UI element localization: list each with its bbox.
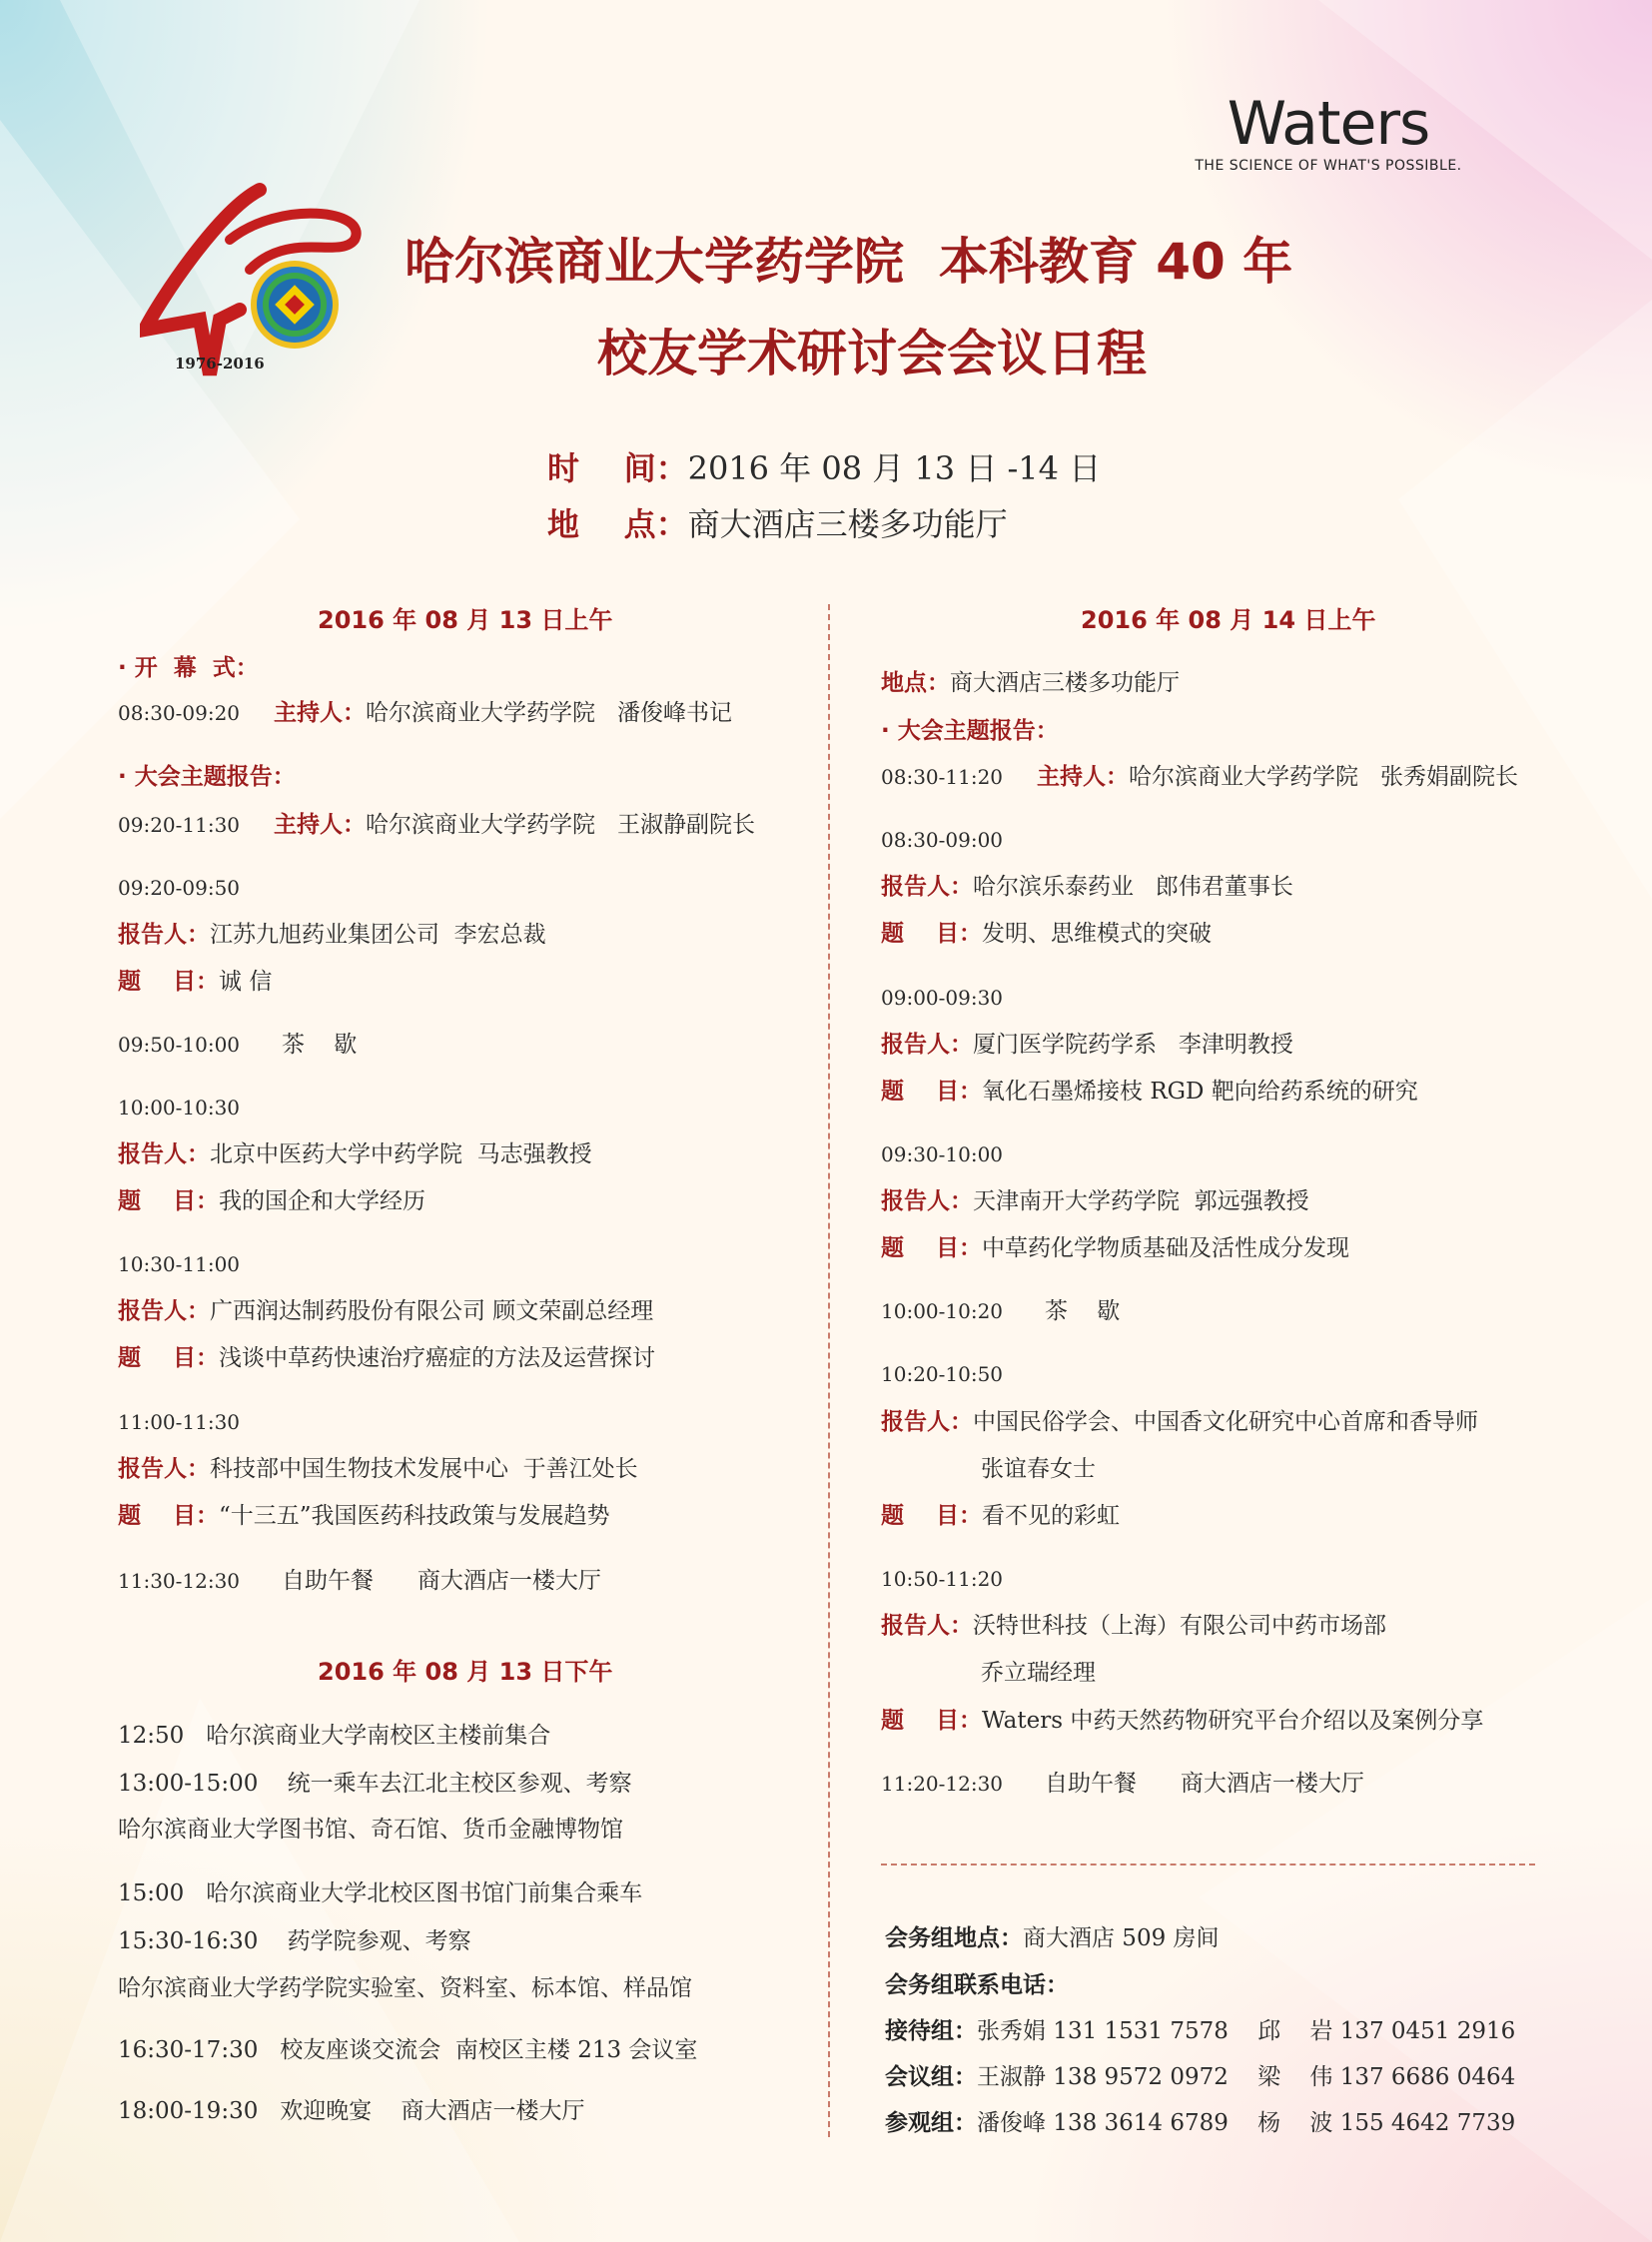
- place: 商大酒店三楼多功能厅: [950, 670, 1180, 696]
- slot-time: 09:00-09:30: [881, 986, 1004, 1010]
- speaker: 江苏九旭药业集团公司 李宏总裁: [210, 922, 546, 948]
- slot-time: 10:00-10:30: [118, 1096, 241, 1120]
- title-line-1: 哈尔滨商业大学药学院 本科教育 40 年: [405, 233, 1293, 291]
- pm-item: 哈尔滨商业大学图书馆、奇石馆、货币金融博物馆: [118, 1817, 623, 1843]
- slot-time: 09:30-10:00: [881, 1142, 1004, 1166]
- speaker-continued: 张谊春女士: [981, 1456, 1096, 1482]
- room-label: 会务组地点：: [885, 1925, 1023, 1951]
- group-label: 接待组：: [885, 2018, 977, 2044]
- opening-host-label: 主持人：: [274, 700, 367, 726]
- slot-time: 08:30-09:00: [881, 828, 1004, 852]
- pm-item: 哈尔滨商业大学药学院实验室、资料室、标本馆、样品馆: [118, 1975, 692, 2001]
- room: 商大酒店 509 房间: [1023, 1925, 1220, 1951]
- topic: 看不见的彩虹: [982, 1503, 1121, 1529]
- contact-divider: [881, 1864, 1535, 1866]
- day2-am-heading: 2016 年 08 月 14 日上午: [1081, 606, 1376, 634]
- topic-label: 题 目：: [118, 1345, 220, 1371]
- pm-item: 18:00-19:30 欢迎晚宴 商大酒店一楼大厅: [118, 2098, 585, 2124]
- event-info: [547, 443, 1101, 555]
- speaker: 厦门医学院药学系 李津明教授: [973, 1032, 1293, 1058]
- slot-time: 10:30-11:00: [118, 1252, 241, 1276]
- topic-label: 题 目：: [881, 1079, 983, 1105]
- tea-break: 茶 歇: [282, 1032, 358, 1058]
- pm-item: 12:50 哈尔滨商业大学南校区主楼前集合: [118, 1723, 551, 1749]
- topic: 诚 信: [219, 969, 273, 995]
- keynote-title: · 大会主题报告：: [881, 718, 1059, 744]
- place-label: 地点：: [881, 670, 950, 696]
- tea-break: 茶 歇: [1045, 1298, 1121, 1324]
- speaker-label: 报告人：: [118, 1298, 210, 1324]
- speaker: 哈尔滨乐泰药业 郎伟君董事长: [973, 874, 1293, 900]
- topic: “十三五”我国医药科技政策与发展趋势: [219, 1503, 610, 1529]
- topic-label: 题 目：: [881, 921, 983, 947]
- brand-tagline: THE SCIENCE OF WHAT'S POSSIBLE.: [1195, 158, 1462, 174]
- brand-name: Waters: [1227, 89, 1430, 159]
- speaker: 科技部中国生物技术发展中心 于善江处长: [210, 1456, 638, 1482]
- group-label: 参观组：: [885, 2110, 977, 2136]
- pm-item: 15:00 哈尔滨商业大学北校区图书馆门前集合乘车: [118, 1880, 643, 1906]
- slot-time: 09:20-09:50: [118, 876, 241, 900]
- speaker: 中国民俗学会、中国香文化研究中心首席和香导师: [973, 1409, 1478, 1435]
- speaker-label: 报告人：: [118, 1141, 210, 1167]
- topic-label: 题 目：: [118, 969, 220, 995]
- topic-label: 题 目：: [881, 1708, 983, 1734]
- speaker-label: 报告人：: [118, 922, 210, 948]
- slot-time: 11:00-11:30: [118, 1410, 241, 1434]
- brand-logo: [1184, 89, 1473, 174]
- keynote-time: 09:20-11:30: [118, 813, 241, 837]
- time-value: 2016 年 08 月 13 日 -14 日: [687, 449, 1102, 487]
- speaker-label: 报告人：: [881, 1613, 973, 1639]
- place-label: 地 点：: [547, 505, 688, 543]
- slot-time: 11:20-12:30: [881, 1772, 1004, 1796]
- keynote-host: 哈尔滨商业大学药学院 张秀娟副院长: [1129, 764, 1518, 790]
- pm-item: 13:00-15:00 统一乘车去江北主校区参观、考察: [118, 1771, 632, 1797]
- slot-time: 10:20-10:50: [881, 1362, 1004, 1386]
- topic: 发明、思维模式的突破: [982, 921, 1213, 947]
- speaker-continued: 乔立瑞经理: [981, 1660, 1096, 1686]
- keynote-host-label: 主持人：: [1037, 764, 1130, 790]
- title-line-2: 校友学术研讨会会议日程: [597, 325, 1147, 382]
- place-value: 商大酒店三楼多功能厅: [687, 505, 1008, 543]
- topic: 浅谈中草药快速治疗癌症的方法及运营探讨: [219, 1345, 656, 1371]
- lunch: 自助午餐 商大酒店一楼大厅: [282, 1568, 601, 1594]
- lunch: 自助午餐 商大酒店一楼大厅: [1045, 1771, 1364, 1797]
- time-label: 时 间：: [547, 449, 688, 487]
- keynote-host: 哈尔滨商业大学药学院 王淑静副院长: [366, 812, 755, 838]
- topic-label: 题 目：: [881, 1503, 983, 1529]
- opening-title: · 开 幕 式：: [118, 655, 259, 681]
- pm-item: 15:30-16:30 药学院参观、考察: [118, 1928, 471, 1954]
- speaker-label: 报告人：: [881, 874, 973, 900]
- topic: 中草药化学物质基础及活性成分发现: [982, 1235, 1350, 1261]
- column-divider: [828, 604, 830, 2137]
- anniversary-logo: [140, 180, 375, 389]
- group-label: 会议组：: [885, 2064, 977, 2090]
- speaker: 北京中医药大学中药学院 马志强教授: [210, 1141, 592, 1167]
- speaker: 沃特世科技（上海）有限公司中药市场部: [973, 1613, 1386, 1639]
- topic-label: 题 目：: [881, 1235, 983, 1261]
- topic: 氧化石墨烯接枝 RGD 靶向给药系统的研究: [982, 1079, 1418, 1105]
- speaker-label: 报告人：: [881, 1032, 973, 1058]
- group-contacts: 张秀娟 131 1531 7578 邱 岩 137 0451 2916: [977, 2018, 1516, 2044]
- group-contacts: 王淑静 138 9572 0972 梁 伟 137 6686 0464: [977, 2064, 1516, 2090]
- slot-time: 10:00-10:20: [881, 1299, 1004, 1323]
- keynote-time: 08:30-11:20: [881, 765, 1004, 789]
- slot-time: 09:50-10:00: [118, 1033, 241, 1057]
- pm-item: 16:30-17:30 校友座谈交流会 南校区主楼 213 会议室: [118, 2037, 698, 2063]
- topic: Waters 中药天然药物研究平台介绍以及案例分享: [982, 1708, 1484, 1734]
- keynote-host-label: 主持人：: [274, 812, 367, 838]
- opening-host: 哈尔滨商业大学药学院 潘俊峰书记: [366, 700, 732, 726]
- slot-time: 11:30-12:30: [118, 1569, 241, 1593]
- topic: 我的国企和大学经历: [219, 1188, 426, 1214]
- day1-am-heading: 2016 年 08 月 13 日上午: [318, 606, 613, 634]
- speaker: 天津南开大学药学院 郭远强教授: [973, 1188, 1309, 1214]
- slot-time: 10:50-11:20: [881, 1567, 1004, 1591]
- phone-title: 会务组联系电话：: [885, 1972, 1069, 1998]
- speaker-label: 报告人：: [881, 1188, 973, 1214]
- speaker: 广西润达制药股份有限公司 顾文荣副总经理: [210, 1298, 654, 1324]
- keynote-title: · 大会主题报告：: [118, 764, 296, 790]
- opening-time: 08:30-09:20: [118, 701, 241, 725]
- speaker-label: 报告人：: [881, 1409, 973, 1435]
- day1-pm-heading: 2016 年 08 月 13 日下午: [318, 1658, 613, 1686]
- speaker-label: 报告人：: [118, 1456, 210, 1482]
- group-contacts: 潘俊峰 138 3614 6789 杨 波 155 4642 7739: [977, 2110, 1516, 2136]
- topic-label: 题 目：: [118, 1503, 220, 1529]
- topic-label: 题 目：: [118, 1188, 220, 1214]
- logo-years: 1976-2016: [175, 355, 265, 373]
